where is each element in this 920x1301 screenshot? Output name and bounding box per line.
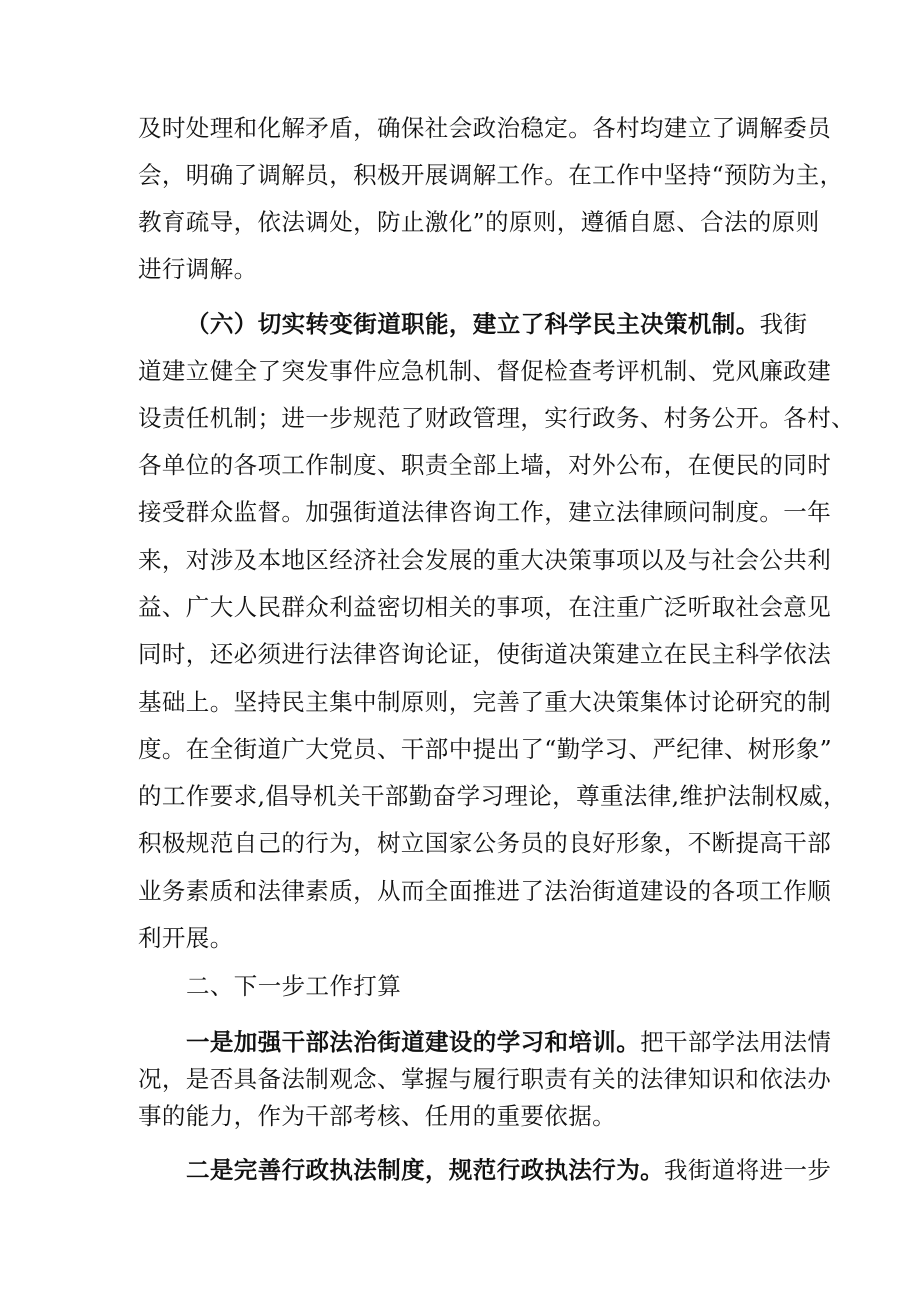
line-text: 业务素质和法律素质，从而全面推进了法治街道建设的各项工作顺 bbox=[138, 877, 832, 905]
section-heading-line bbox=[186, 1150, 831, 1190]
text-line bbox=[138, 682, 831, 722]
line-text: 基础上。坚持民主集中制原则，完善了重大决策集体讨论研究的制 bbox=[138, 688, 832, 716]
line-text: 道建立健全了突发事件应急机制、督促检查考评机制、党风廉政建 bbox=[138, 357, 832, 385]
line-text: 及时处理和化解矛盾，确保社会政治稳定。各村均建立了调解委员 bbox=[138, 114, 832, 142]
text-line bbox=[138, 1096, 616, 1136]
text-line bbox=[138, 871, 831, 911]
line-text: 事的能力，作为干部考核、任用的重要依据。 bbox=[138, 1102, 616, 1130]
line-text: 把干部学法用法情 bbox=[640, 1028, 832, 1056]
line-text: 的工作要求,倡导机关干部勤奋学习理论，尊重法律,维护法制权威， bbox=[138, 782, 847, 810]
chapter-heading-line bbox=[186, 966, 401, 1006]
chapter-heading: 二、下一步工作打算 bbox=[186, 972, 402, 1000]
line-text: 进行调解。 bbox=[138, 255, 258, 283]
line-text: 我街道将进一步 bbox=[664, 1156, 832, 1184]
text-line bbox=[138, 729, 832, 769]
text-line bbox=[138, 540, 831, 580]
line-text: 我街 bbox=[759, 310, 808, 338]
text-line bbox=[138, 823, 831, 863]
line-text: 来，对涉及本地区经济社会发展的重大决策事项以及与社会公共利 bbox=[138, 546, 832, 574]
text-line bbox=[138, 351, 831, 391]
text-line bbox=[138, 634, 831, 674]
text-line bbox=[138, 445, 831, 485]
text-line bbox=[138, 249, 258, 289]
line-text: 设责任机制；进一步规范了财政管理，实行政务、村务公开。各村、 bbox=[138, 404, 855, 432]
line-text: 会，明确了调解员，积极开展调解工作。在工作中坚持“预防为主， bbox=[138, 161, 844, 189]
line-text: 度。在全街道广大党员、干部中提出了“勤学习、严纪律、树形象” bbox=[138, 735, 833, 763]
section-heading: 二是完善行政执法制度，规范行政执法行为。 bbox=[186, 1156, 664, 1184]
text-line bbox=[138, 155, 844, 195]
text-line bbox=[138, 587, 831, 627]
section-heading: 一是加强干部法治街道建设的学习和培训。 bbox=[186, 1028, 641, 1056]
text-line bbox=[138, 202, 820, 242]
line-text: 教育疏导，依法调处，防止激化”的原则，遵循自愿、合法的原则 bbox=[138, 208, 820, 236]
section-heading-line bbox=[186, 1022, 831, 1062]
line-text: 各单位的各项工作制度、职责全部上墙，对外公布，在便民的同时 bbox=[138, 451, 832, 479]
text-line bbox=[138, 108, 831, 148]
text-line bbox=[138, 492, 831, 532]
line-text: 接受群众监督。加强街道法律咨询工作，建立法律顾问制度。一年 bbox=[138, 498, 832, 526]
section-heading-line bbox=[186, 304, 807, 344]
text-line bbox=[138, 398, 855, 438]
text-line bbox=[138, 1059, 831, 1099]
line-text: 利开展。 bbox=[138, 924, 234, 952]
line-text: 同时，还必须进行法律咨询论证，使街道决策建立在民主科学依法 bbox=[138, 640, 832, 668]
text-line bbox=[138, 776, 847, 816]
line-text: 益、广大人民群众利益密切相关的事项，在注重广泛听取社会意见 bbox=[138, 593, 832, 621]
text-line bbox=[138, 918, 234, 958]
line-text: 积极规范自己的行为，树立国家公务员的良好形象，不断提高干部 bbox=[138, 829, 832, 857]
section-heading: （六）切实转变街道职能，建立了科学民主决策机制。 bbox=[186, 310, 760, 338]
line-text: 况，是否具备法制观念、掌握与履行职责有关的法律知识和依法办 bbox=[138, 1065, 832, 1093]
